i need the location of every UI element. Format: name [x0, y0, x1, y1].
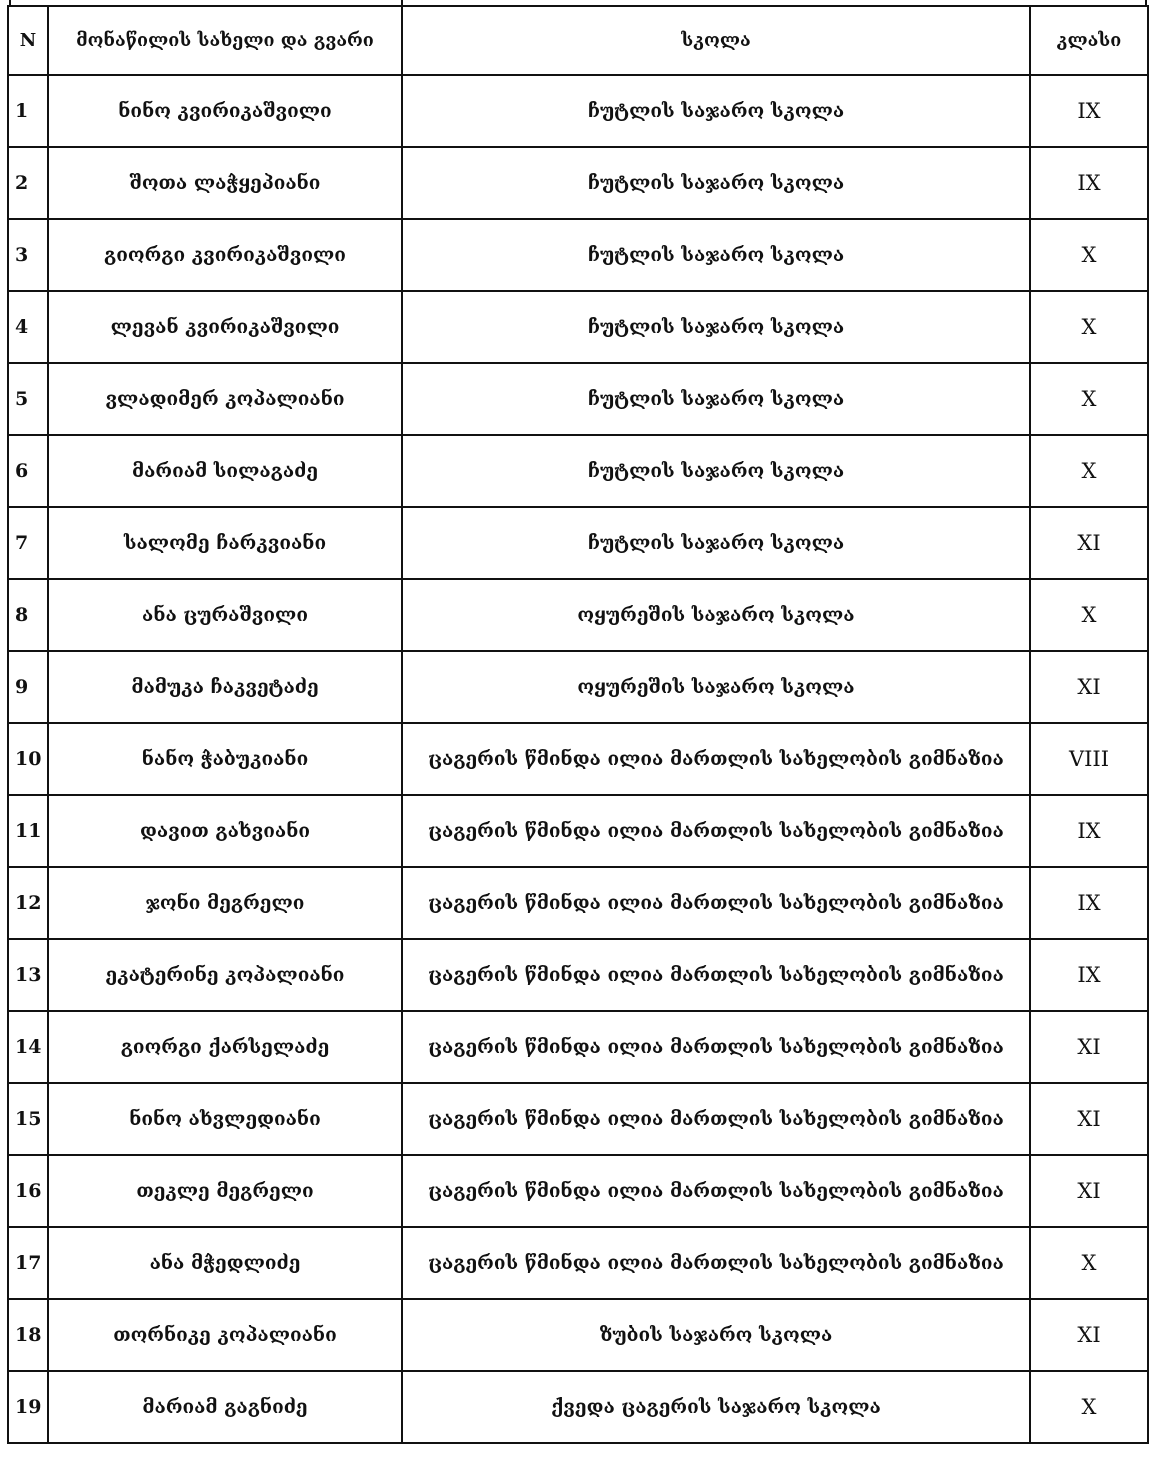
table-row [8, 1155, 1148, 1227]
school-name: ჩუტლის საჯარო სკოლა [402, 147, 1030, 219]
participant-name: გიორგი ქარსელაძე [48, 1011, 402, 1083]
grade: VIII [1030, 723, 1148, 795]
school-name: ოყურეშის საჯარო სკოლა [402, 651, 1030, 723]
header-school: სკოლა [402, 6, 1030, 75]
table-row [8, 723, 1148, 795]
participant-name: მარიამ გაგნიძე [48, 1371, 402, 1443]
participant-name: ანა მჭედლიძე [48, 1227, 402, 1299]
table-row [8, 435, 1148, 507]
participant-name: ჯონი მეგრელი [48, 867, 402, 939]
grade: X [1030, 363, 1148, 435]
school-name: ჩუტლის საჯარო სკოლა [402, 219, 1030, 291]
row-number: 6 [8, 435, 48, 507]
table-row [8, 1371, 1148, 1443]
row-number: 8 [8, 579, 48, 651]
participant-name: ლევან კვირიკაშვილი [48, 291, 402, 363]
row-number: 12 [8, 867, 48, 939]
school-name: ცაგერის წმინდა ილია მართლის სახელობის გიმნაზია [402, 867, 1030, 939]
header-participant-name: მონაწილის სახელი და გვარი [48, 6, 402, 75]
participant-name: ნინო კვირიკაშვილი [48, 75, 402, 147]
row-number: 13 [8, 939, 48, 1011]
grade: XI [1030, 1011, 1148, 1083]
participant-name: დავით გახვიანი [48, 795, 402, 867]
grade: X [1030, 219, 1148, 291]
school-name: ქვედა ცაგერის საჯარო სკოლა [402, 1371, 1030, 1443]
row-number: 5 [8, 363, 48, 435]
table-row [8, 507, 1148, 579]
table-row [8, 1011, 1148, 1083]
grade: XI [1030, 1299, 1148, 1371]
school-name: ჩუტლის საჯარო სკოლა [402, 435, 1030, 507]
row-number: 4 [8, 291, 48, 363]
row-number: 1 [8, 75, 48, 147]
school-name: ცაგერის წმინდა ილია მართლის სახელობის გიმნაზია [402, 1011, 1030, 1083]
row-number: 16 [8, 1155, 48, 1227]
participant-name: მარიამ სილაგაძე [48, 435, 402, 507]
participant-name: ანა ცურაშვილი [48, 579, 402, 651]
grade: XI [1030, 1083, 1148, 1155]
table-row [8, 75, 1148, 147]
table-row [8, 1227, 1148, 1299]
header-number: N [8, 6, 48, 75]
table-row [8, 867, 1148, 939]
grade: IX [1030, 867, 1148, 939]
row-number: 7 [8, 507, 48, 579]
table-row [8, 1299, 1148, 1371]
school-name: ცაგერის წმინდა ილია მართლის სახელობის გიმნაზია [402, 1155, 1030, 1227]
row-number: 18 [8, 1299, 48, 1371]
school-name: ოყურეშის საჯარო სკოლა [402, 579, 1030, 651]
school-name: ჩუტლის საჯარო სკოლა [402, 75, 1030, 147]
participant-name: ვლადიმერ კოპალიანი [48, 363, 402, 435]
row-number: 2 [8, 147, 48, 219]
participant-name: ნანო ჭაბუკიანი [48, 723, 402, 795]
table-row [8, 939, 1148, 1011]
participant-name: ეკატერინე კოპალიანი [48, 939, 402, 1011]
header-grade: კლასი [1030, 6, 1148, 75]
table-header [8, 6, 1148, 75]
participant-name: გიორგი კვირიკაშვილი [48, 219, 402, 291]
school-name: ჩუტლის საჯარო სკოლა [402, 507, 1030, 579]
row-number: 14 [8, 1011, 48, 1083]
grade: XI [1030, 1155, 1148, 1227]
school-name: ცაგერის წმინდა ილია მართლის სახელობის გიმნაზია [402, 1083, 1030, 1155]
row-number: 3 [8, 219, 48, 291]
grade: X [1030, 435, 1148, 507]
grade: IX [1030, 75, 1148, 147]
table-row [8, 219, 1148, 291]
school-name: ცაგერის წმინდა ილია მართლის სახელობის გიმნაზია [402, 1227, 1030, 1299]
table-row [8, 579, 1148, 651]
row-number: 10 [8, 723, 48, 795]
school-name: ცაგერის წმინდა ილია მართლის სახელობის გიმნაზია [402, 939, 1030, 1011]
participants-table [7, 5, 1149, 1444]
participant-name: მამუკა ჩაკვეტაძე [48, 651, 402, 723]
grade: XI [1030, 651, 1148, 723]
grade: IX [1030, 147, 1148, 219]
grade: XI [1030, 507, 1148, 579]
row-number: 15 [8, 1083, 48, 1155]
table-row [8, 291, 1148, 363]
grade: X [1030, 1227, 1148, 1299]
school-name: ცაგერის წმინდა ილია მართლის სახელობის გიმნაზია [402, 723, 1030, 795]
grade: IX [1030, 795, 1148, 867]
participant-name: თეკლე მეგრელი [48, 1155, 402, 1227]
table-row [8, 147, 1148, 219]
school-name: ზუბის საჯარო სკოლა [402, 1299, 1030, 1371]
table-row [8, 363, 1148, 435]
table-row [8, 651, 1148, 723]
school-name: ჩუტლის საჯარო სკოლა [402, 291, 1030, 363]
participant-name: ნინო ახვლედიანი [48, 1083, 402, 1155]
participant-name: შოთა ლაჭყეპიანი [48, 147, 402, 219]
grade: X [1030, 579, 1148, 651]
school-name: ჩუტლის საჯარო სკოლა [402, 363, 1030, 435]
participant-name: სალომე ჩარკვიანი [48, 507, 402, 579]
grade: X [1030, 291, 1148, 363]
row-number: 17 [8, 1227, 48, 1299]
header-row [8, 6, 1148, 75]
row-number: 9 [8, 651, 48, 723]
participant-name: თორნიკე კოპალიანი [48, 1299, 402, 1371]
grade: IX [1030, 939, 1148, 1011]
school-name: ცაგერის წმინდა ილია მართლის სახელობის გიმნაზია [402, 795, 1030, 867]
row-number: 11 [8, 795, 48, 867]
row-number: 19 [8, 1371, 48, 1443]
table-row [8, 795, 1148, 867]
table-body [8, 75, 1148, 1443]
table-row [8, 1083, 1148, 1155]
grade: X [1030, 1371, 1148, 1443]
